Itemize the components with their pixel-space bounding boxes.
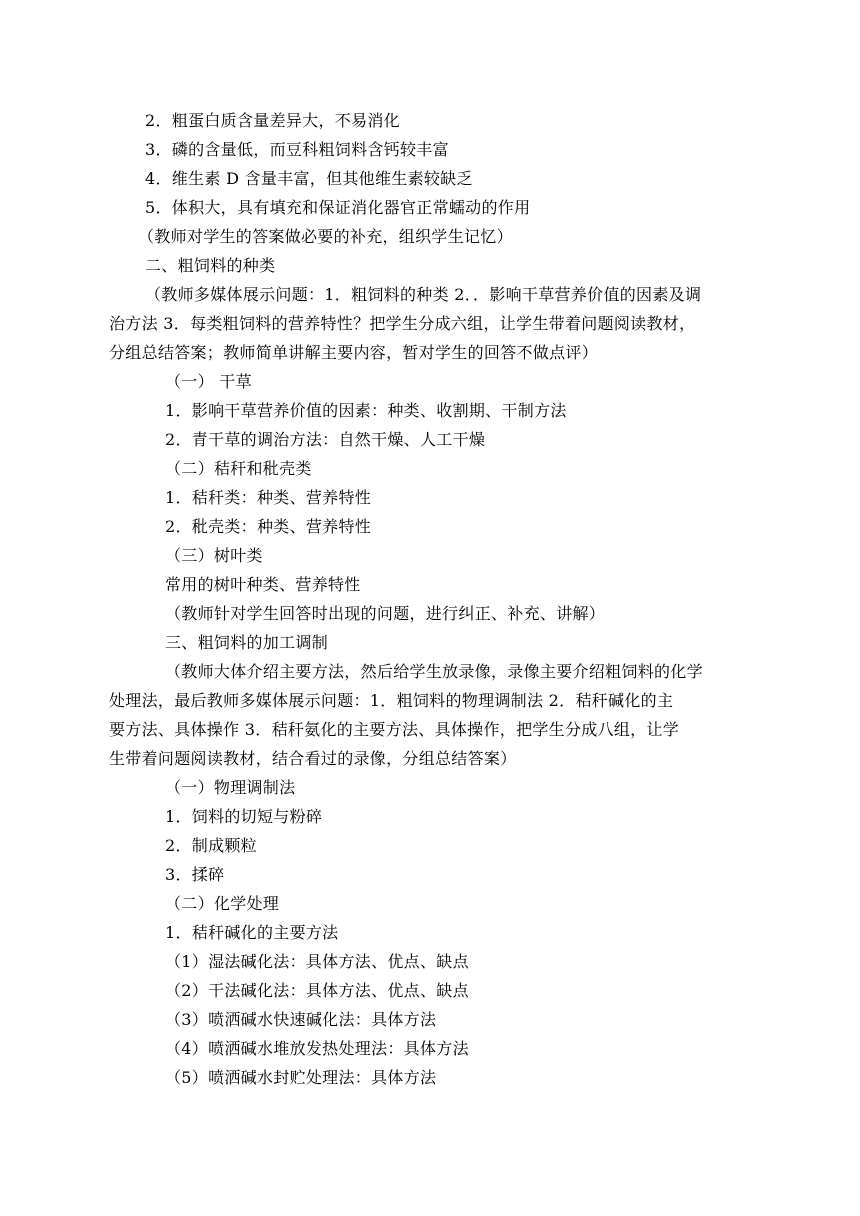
text-line: 分组总结答案；教师简单讲解主要内容，暂对学生的回答不做点评） <box>109 343 599 362</box>
text-line: （5）喷洒碱水封贮处理法：具体方法 <box>165 1068 437 1087</box>
text-line: 1．影响干草营养价值的因素：种类、收割期、干制方法 <box>165 401 567 420</box>
text-line: （3）喷洒碱水快速碱化法：具体方法 <box>165 1010 437 1029</box>
text-line: 4．维生素 D 含量丰富，但其他维生素较缺乏 <box>145 169 473 188</box>
text-line: 处理法，最后教师多媒体展示问题：1．粗饲料的物理调制法 2．秸秆碱化的主 <box>109 691 674 710</box>
text-line: （1）湿法碱化法：具体方法、优点、缺点 <box>165 952 469 971</box>
text-line: 1．秸秆碱化的主要方法 <box>165 923 339 942</box>
text-line: 生带着问题阅读教材，结合看过的录像，分组总结答案） <box>109 749 517 768</box>
text-line: （4）喷洒碱水堆放发热处理法：具体方法 <box>165 1039 469 1058</box>
text-line: （教师对学生的答案做必要的补充，组织学生记忆） <box>138 227 513 246</box>
text-line: 3．磷的含量低，而豆科粗饲料含钙较丰富 <box>145 140 449 159</box>
text-line: 2．制成颗粒 <box>165 836 257 855</box>
text-line: 1．饲料的切短与粉碎 <box>165 807 323 826</box>
text-line: （教师大体介绍主要方法，然后给学生放录像，录像主要介绍粗饲料的化学 <box>165 662 703 681</box>
text-line: 要方法、具体操作 3．秸秆氨化的主要方法、具体操作，把学生分成八组，让学 <box>109 720 680 739</box>
text-line: （教师针对学生回答时出现的问题，进行纠正、补充、讲解） <box>165 604 606 623</box>
subsection-heading: （二）秸秆和秕壳类 <box>165 459 312 478</box>
text-line: （2）干法碱化法：具体方法、优点、缺点 <box>165 981 469 1000</box>
section-heading: 二、粗饲料的种类 <box>145 256 276 275</box>
subsection-heading: （一）物理调制法 <box>165 778 296 797</box>
text-line: 3．揉碎 <box>165 865 225 884</box>
subsection-heading: （二）化学处理 <box>165 894 280 913</box>
text-line: 2．秕壳类：种类、营养特性 <box>165 517 372 536</box>
text-line: 5．体积大，具有填充和保证消化器官正常蠕动的作用 <box>145 198 531 217</box>
subsection-heading: （三）树叶类 <box>165 546 263 565</box>
text-line: （教师多媒体展示问题：1．粗饲料的种类 2．．影响干草营养价值的因素及调 <box>145 285 702 304</box>
text-line: 常用的树叶种类、营养特性 <box>165 575 361 594</box>
text-line: 2．青干草的调治方法：自然干燥、人工干燥 <box>165 430 486 449</box>
section-heading: 三、粗饲料的加工调制 <box>165 633 329 652</box>
text-line: 1．秸秆类：种类、营养特性 <box>165 488 372 507</box>
subsection-heading: （一） 干草 <box>165 372 252 391</box>
text-line: 2．粗蛋白质含量差异大，不易消化 <box>145 111 400 130</box>
text-line: 治方法 3．每类粗饲料的营养特性？把学生分成六组，让学生带着问题阅读教材， <box>109 314 696 333</box>
